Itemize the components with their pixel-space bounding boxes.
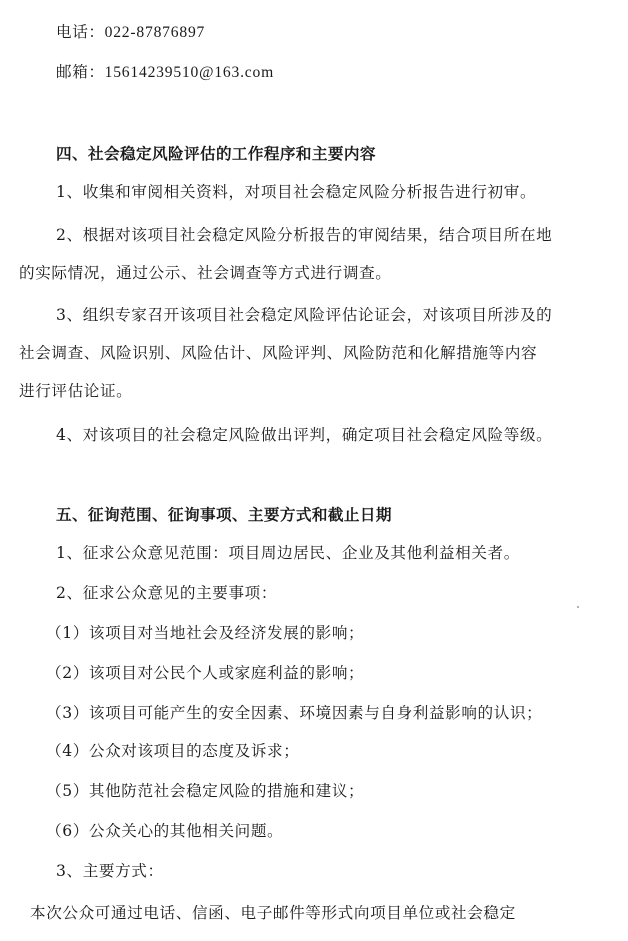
section-4-item-2-line-2: 的实际情况，通过公示、社会调查等方式进行调查。 [19,264,392,282]
section-4-item-3-line-1: 3、组织专家召开该项目社会稳定风险评估论证会，对该项目所涉及的 [56,306,553,324]
section-5-sub-item-5: （5）其他防范社会稳定风险的措施和建议； [46,782,365,800]
email-address: 15614239510@163.com [104,64,275,81]
phone-label: 电话： [56,23,105,41]
section-5-sub-item-3: （3）该项目可能产生的安全因素、环境因素与自身利益影响的认识； [46,704,543,722]
section-4-item-4: 4、对该项目的社会稳定风险做出评判，确定项目社会稳定风险等级。 [56,426,553,444]
section-4-item-3-line-3: 进行评估论证。 [19,382,133,400]
email-line [56,62,274,83]
email-label: 邮箱： [56,63,105,81]
phone-number: 022-87876897 [104,24,206,41]
section-5-sub-item-2: （2）该项目对公民个人或家庭利益的影响； [46,664,365,682]
section-4-item-3-line-2: 社会调查、风险识别、风险估计、风险评判、风险防范和化解措施等内容 [19,344,538,362]
section-5-sub-item-6: （6）公众关心的其他相关问题。 [46,822,284,840]
section-5-sub-item-4: （4）公众对该项目的态度及诉求； [46,742,300,760]
section-4-item-2-line-1: 2、根据对该项目社会稳定风险分析报告的审阅结果，结合项目所在地 [56,226,553,244]
section-5-heading: 五、征询范围、征询事项、主要方式和截止日期 [56,505,392,524]
section-5-item-2: 2、征求公众意见的主要事项： [56,584,278,602]
section-4-item-1: 1、收集和审阅相关资料，对项目社会稳定风险分析报告进行初审。 [56,183,537,201]
section-4-heading: 四、社会稳定风险评估的工作程序和主要内容 [56,144,376,163]
section-5-item-3: 3、主要方式： [56,862,164,880]
scan-speck [577,606,579,608]
section-5-item-3-body: 本次公众可通过电话、信函、电子邮件等形式向项目单位或社会稳定 [30,904,516,922]
section-5-sub-item-1: （1）该项目对当地社会及经济发展的影响； [46,624,365,642]
phone-line [56,22,205,43]
section-5-item-1: 1、征求公众意见范围：项目周边居民、企业及其他利益相关者。 [56,544,520,562]
